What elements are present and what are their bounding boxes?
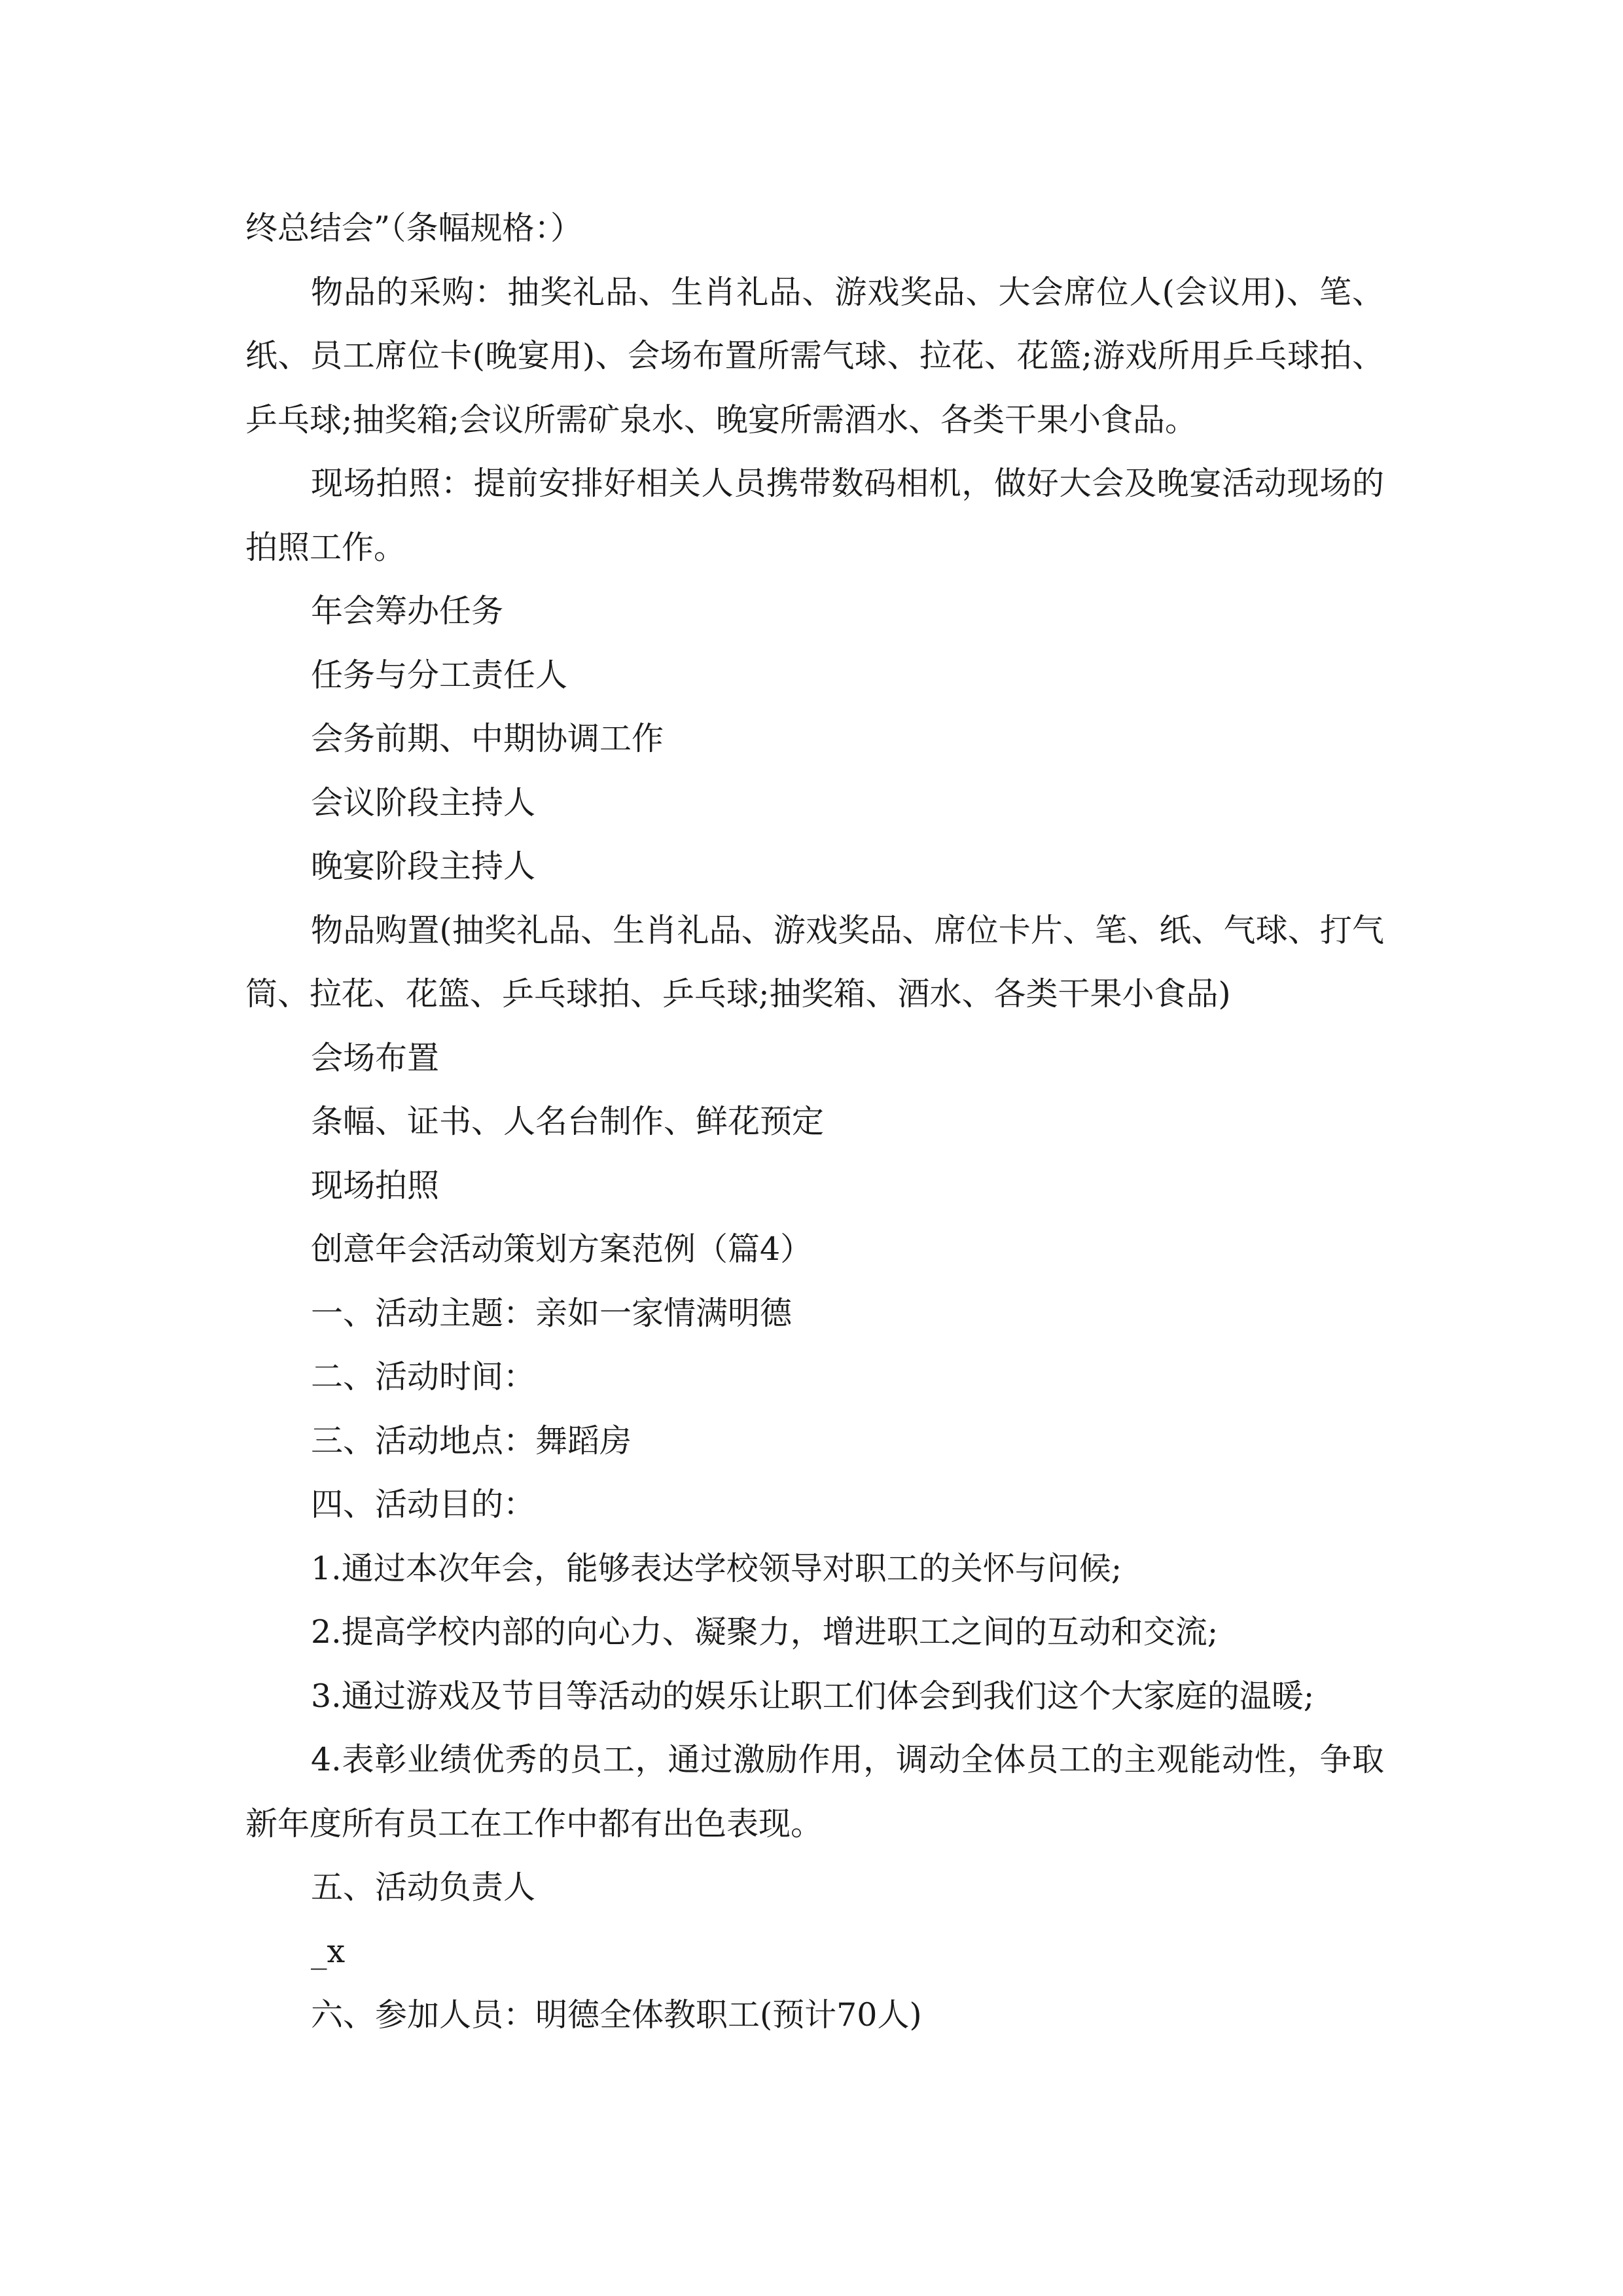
paragraph-venue-setup: 会场布置 <box>311 1039 440 1077</box>
paragraph-participants: 六、参加人员：明德全体教职工(预计70人) <box>311 1996 922 2034</box>
paragraph-banner-certificates: 条幅、证书、人名台制作、鲜花预定 <box>311 1103 825 1140</box>
paragraph-organizer-name: _x <box>311 1932 346 1970</box>
paragraph-item-purchase: 物品购置(抽奖礼品、生肖礼品、游戏奖品、席位卡片、笔、纸、气球、打气筒、拉花、花篮、乒乓球拍、乒乓球;抽奖箱、酒水、各类干果小食品) <box>245 911 1384 1013</box>
paragraph-photography: 现场拍照：提前安排好相关人员携带数码相机，做好大会及晚宴活动现场的拍照工作。 <box>245 465 1384 566</box>
paragraph-purpose-heading: 四、活动目的： <box>311 1486 536 1523</box>
paragraph-purpose-2: 2.提高学校内部的向心力、凝聚力，增进职工之间的互动和交流; <box>311 1613 1219 1651</box>
paragraph-location: 三、活动地点：舞蹈房 <box>311 1422 632 1460</box>
paragraph-banner-spec: 终总结会”（条幅规格：） <box>245 209 583 247</box>
paragraph-banquet-host: 晚宴阶段主持人 <box>311 848 536 885</box>
document-body <box>245 196 1384 2047</box>
paragraph-onsite-photo: 现场拍照 <box>311 1166 440 1204</box>
paragraph-purpose-1: 1.通过本次年会，能够表达学校领导对职工的关怀与问候; <box>311 1549 1122 1587</box>
paragraph-organizer-heading: 五、活动负责人 <box>311 1869 536 1906</box>
paragraph-tasks-heading: 年会筹办任务 <box>311 592 504 630</box>
paragraph-purpose-3: 3.通过游戏及节目等活动的娱乐让职工们体会到我们这个大家庭的温暖; <box>311 1677 1315 1715</box>
paragraph-purpose-4: 4.表彰业绩优秀的员工，通过激励作用，调动全体员工的主观能动性，争取新年度所有员工在工作中都有出色表现。 <box>245 1741 1384 1842</box>
paragraph-section-title: 创意年会活动策划方案范例（篇4） <box>311 1230 813 1268</box>
paragraph-meeting-host: 会议阶段主持人 <box>311 783 536 821</box>
paragraph-purchasing: 物品的采购：抽奖礼品、生肖礼品、游戏奖品、大会席位人(会议用)、笔、纸、员工席位卡(晚宴用)、会场布置所需气球、拉花、花篮;游戏所用乒乓球拍、乒乓球;抽奖箱;会议所需矿泉水、晚宴所需酒水、各类干果小食品。 <box>245 273 1384 439</box>
paragraph-coordination: 会务前期、中期协调工作 <box>311 720 664 757</box>
paragraph-theme: 一、活动主题：亲如一家情满明德 <box>311 1294 793 1332</box>
paragraph-time: 二、活动时间： <box>311 1358 536 1395</box>
paragraph-task-assignment: 任务与分工责任人 <box>311 656 568 694</box>
